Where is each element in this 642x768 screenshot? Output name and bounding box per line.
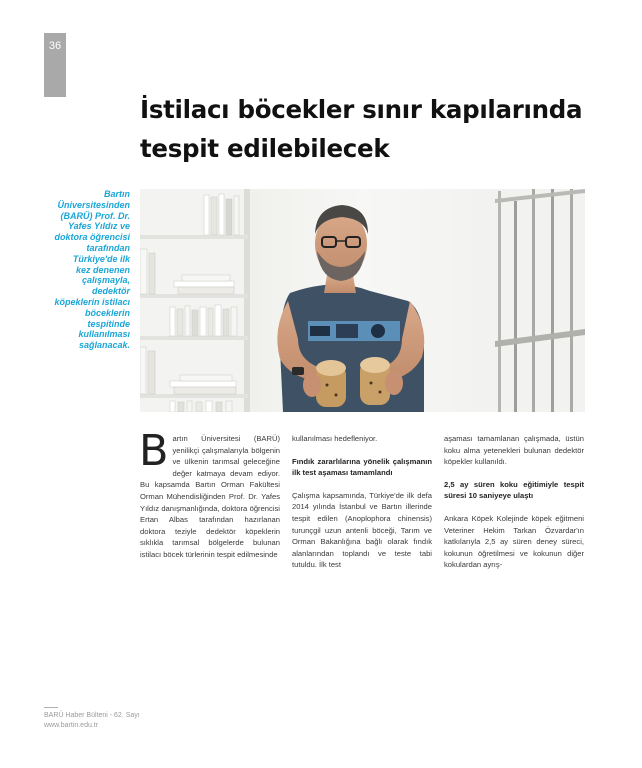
bulletin-name: BARÜ Haber Bülteni - 62. Sayı (44, 712, 140, 719)
page-footer (44, 711, 140, 731)
quote-line: doktora öğrencisi (54, 232, 130, 243)
article-photo (140, 189, 585, 412)
article-column-2 (292, 433, 432, 571)
drop-cap: B (139, 426, 169, 476)
quote-line: tarafından (86, 242, 130, 253)
quote-line: köpeklerin istilacı (54, 296, 130, 307)
quote-line: sağlanacak. (78, 340, 130, 351)
title-line-2: tespit edilebilecek (140, 134, 390, 163)
quote-line: kullanılması (78, 329, 130, 340)
article-paragraph: kullanılması hedefleniyor. (292, 434, 378, 443)
bookshelf (140, 189, 250, 412)
cage-bars (495, 189, 585, 412)
sidebar-pull-quote (46, 189, 130, 351)
page-number: 36 (48, 40, 62, 52)
quote-line: Türkiye'de ilk (72, 253, 130, 264)
section-subheading: Fındık zararlılarına yönelik çalışmanın ilk test aşaması tamamlandı (292, 456, 432, 478)
quote-line: kez denenen (75, 264, 130, 275)
quote-line: çalışmayla, (81, 275, 130, 286)
article-column-1 (139, 426, 280, 561)
quote-line: Üniversitesinden (57, 199, 130, 210)
paragraph-text: artın Üniversitesi (BARÜ) yenilikçi çalışmalarıyla bölgenin ve ülkenin tarımsal geleceğine değer katmaya devam ediyor. Bu kapsamda Bartın Orman Fakültesi Orman Mühendisliğinden Prof. Dr. Yafes Yıldız danışmanlığında, doktora öğrencisi Ertan Albas tarafından hazırlanan doktora teziyle dedektör köpeklerin sıklıkla tarımsal bölgelerde bulunan istilacı böcek türlerinin tespit edilmesinde (140, 434, 280, 559)
article-paragraph: aşaması tamamlanan çalışmada, üstün koku alma yetenekleri bulunan dedektör köpekler kullanıldı. (444, 434, 584, 467)
article-paragraph (139, 426, 280, 561)
article-paragraph: Çalışma kapsamında, Türkiye'de ilk defa 2014 yılında İstanbul ve Bartın illerinde tespit edilen (Anoplophora chinensis) turunçgil uzun antenli böceği, Tarım ve Orman Bakanlığına bağlı olarak fındık alanlarından toplandı ve teste tabi tutuldu. İlk test (292, 490, 432, 570)
article-title (140, 90, 610, 168)
article-column-3 (444, 433, 584, 571)
quote-line: tespitinde (87, 318, 130, 329)
quote-line: Yafes Yıldız ve (67, 221, 130, 232)
article-paragraph: Ankara Köpek Kolejinde köpek eğitmeni Veteriner Hekim Tarkan Özvardar'ın katkılarıyla 2,5 ay süren deney süreci, kokunun öğretilmesi ve kokunun diğer kokulardan ayrış- (444, 513, 584, 570)
page-number-tab (44, 33, 66, 97)
photo-illustration (140, 189, 585, 412)
quote-line: dedektör (91, 286, 130, 297)
title-line-1: İstilacı böcekler sınır kapılarında (140, 95, 583, 124)
quote-line: (BARÜ) Prof. Dr. (60, 210, 130, 221)
quote-line: Bartın (103, 189, 130, 199)
website-link[interactable]: www.bartin.edu.tr (44, 722, 99, 729)
quote-line: böceklerin (84, 307, 130, 318)
section-subheading: 2,5 ay süren koku eğitimiyle tespit süresi 10 saniyeye ulaştı (444, 479, 584, 501)
footer-rule (44, 707, 58, 708)
